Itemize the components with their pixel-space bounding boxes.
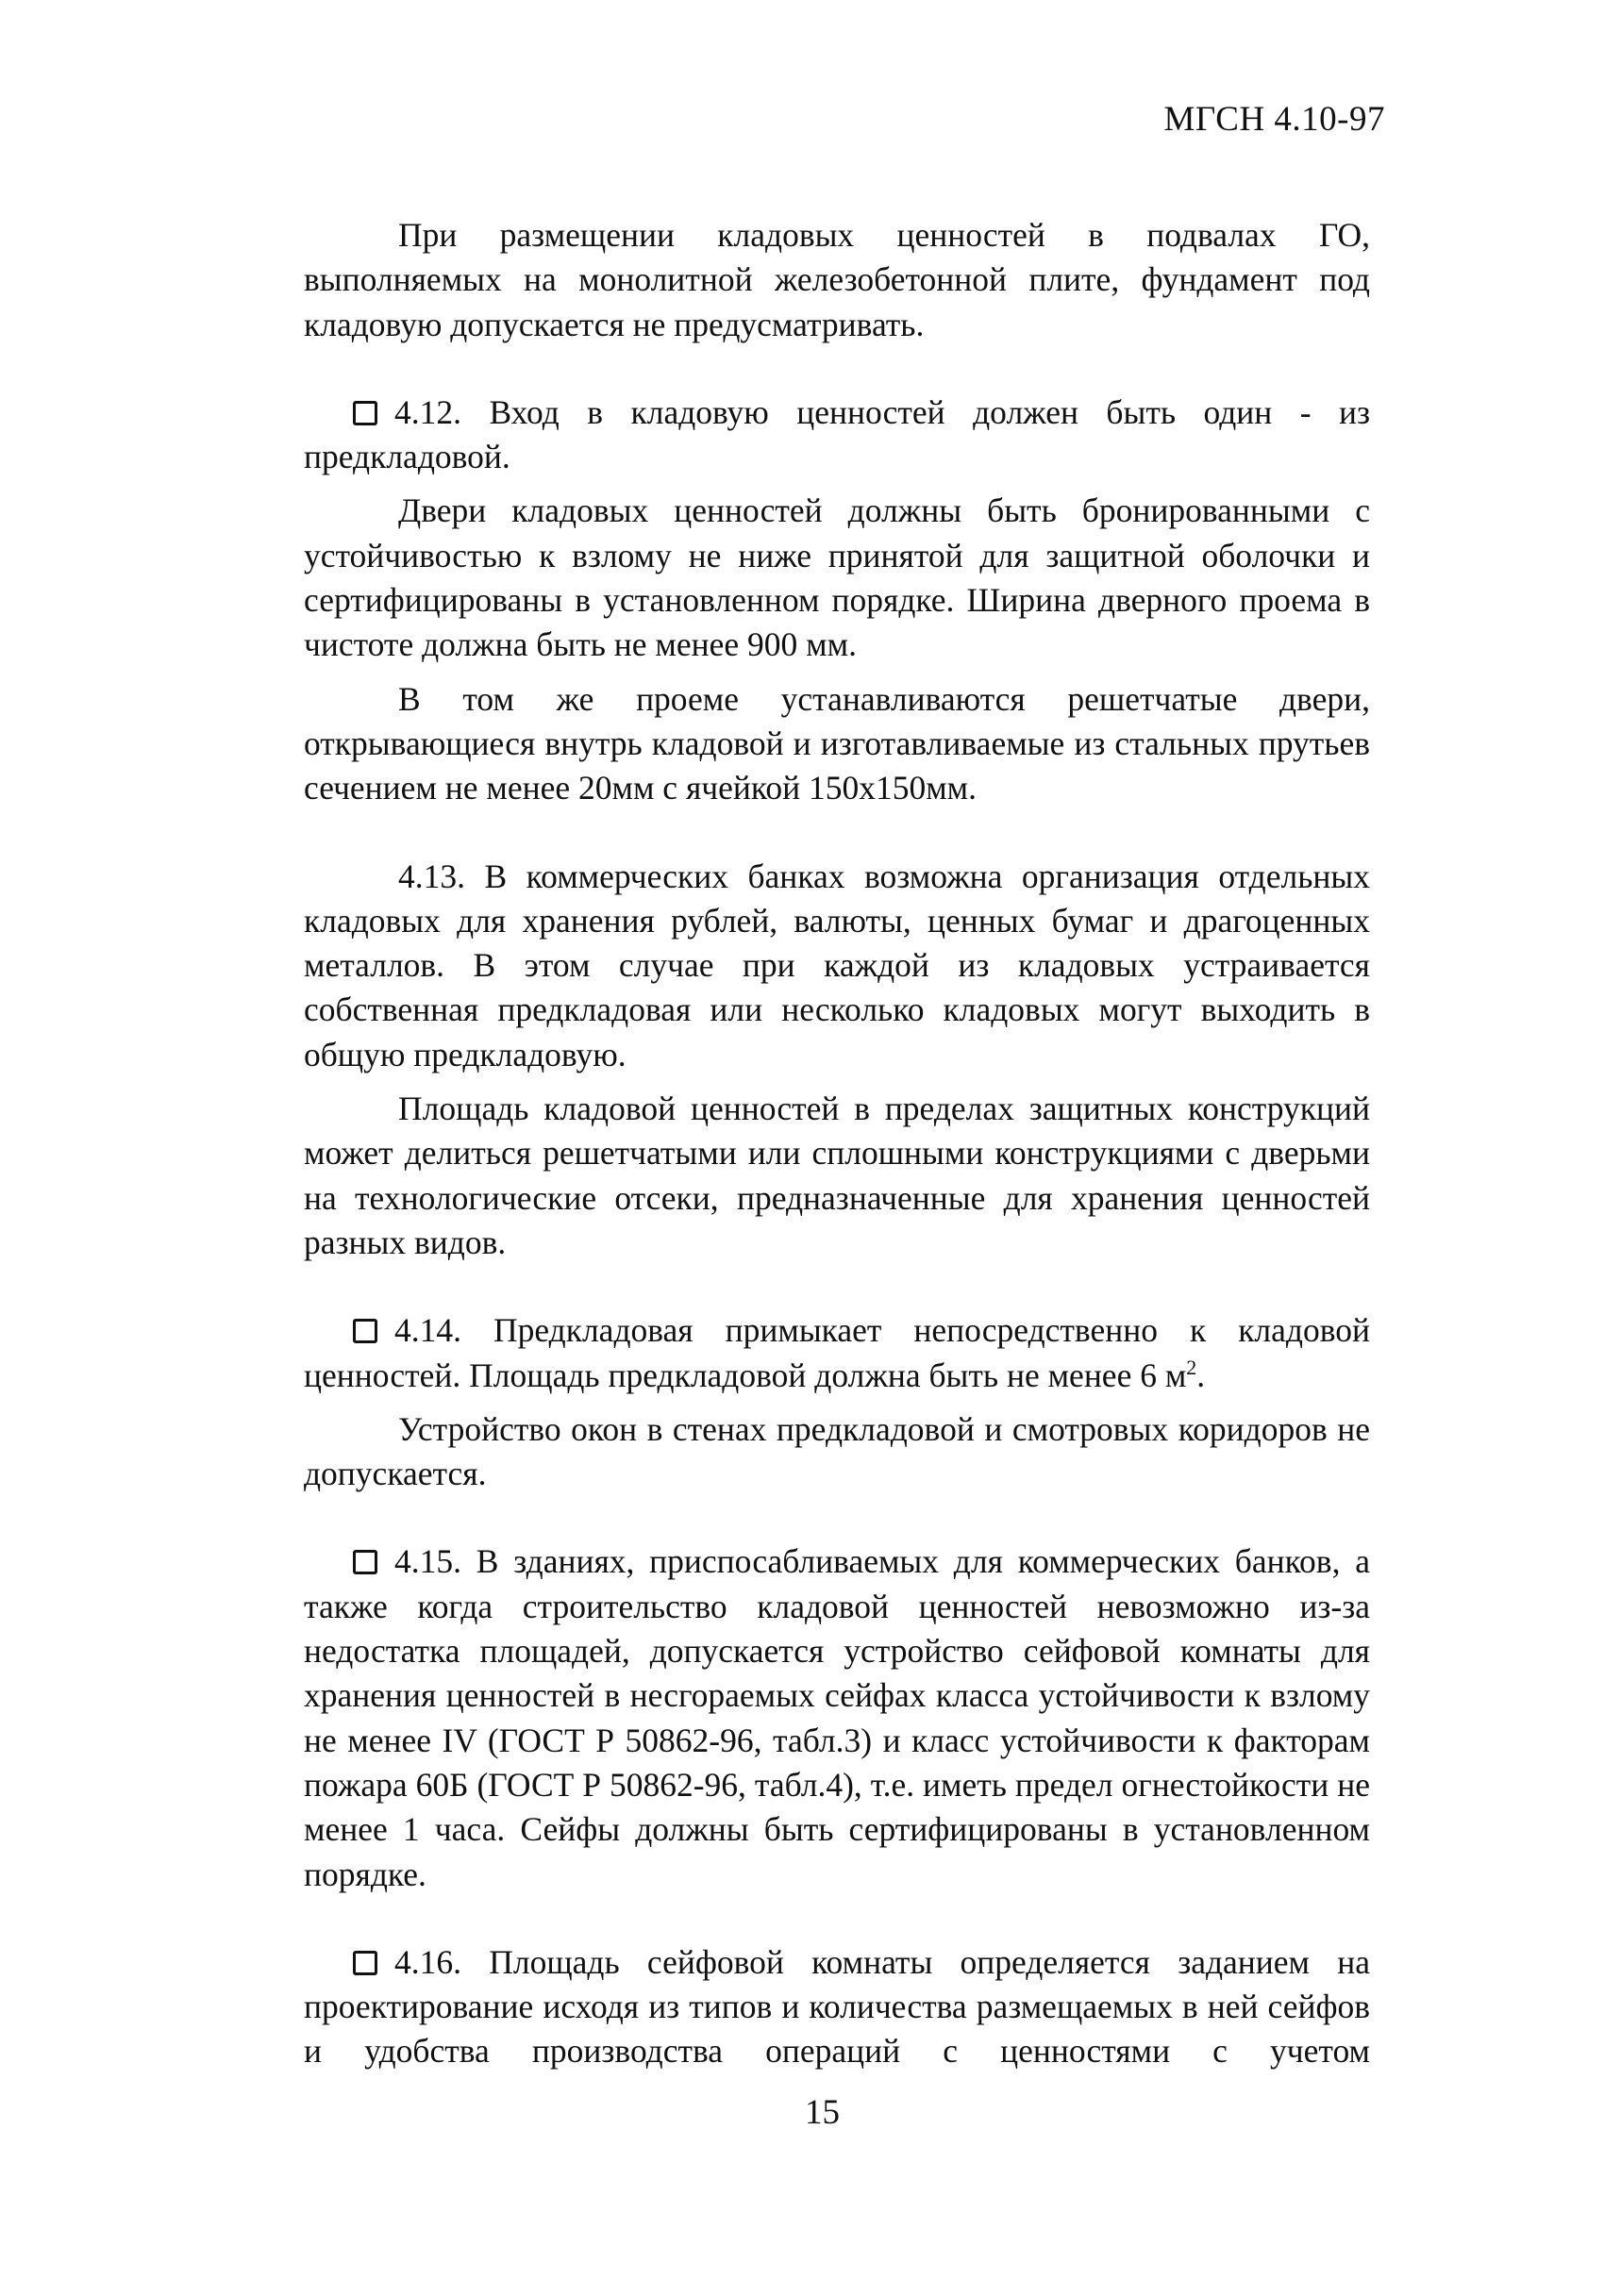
paragraph-4-14-period: . xyxy=(1196,1356,1206,1394)
paragraph-4-14-text: 4.14. Предкладовая примыкает непосредственно к кладовой ценностей. Площадь предкладовой должна быть не менее 6 м xyxy=(304,1311,1370,1394)
checkbox-marker-icon xyxy=(353,1550,377,1574)
paragraph-4-16 xyxy=(304,1940,1370,2074)
paragraph-4-15-text: 4.15. В зданиях, приспосабливаемых для коммерческих банков, а также когда строительство кладовой ценностей невозможно из-за недостатка площадей, допускается устройство сейфовой комнаты для хранения ценностей в несгораемых сейфах класса устойчивости к взлому не менее IV (ГОСТ Р 50862-96, табл.3) и класс устойчивости к факторам пожара 60Б (ГОСТ Р 50862-96, табл.4), т.е. иметь предел огнестойкости не менее 1 часа. Сейфы должны быть сертифицированы в установленном порядке. xyxy=(304,1542,1370,1893)
paragraph-4-12-text: 4.12. Вход в кладовую ценностей должен быть один - из предкладовой. xyxy=(304,392,1370,476)
paragraph-basement-foundation: При размещении кладовых ценностей в подвалах ГО, выполняемых на монолитной железобетонной плите, фундамент под кладовую допускается не предусматривать. xyxy=(304,216,1370,343)
paragraph-4-12 xyxy=(304,391,1370,480)
paragraph-4-13-area: Площадь кладовой ценностей в пределах защитных конструкций может делиться решетчатыми или сплошными конструкциями с дверьми на технологические отсеки, предназначенные для хранения ценностей разных видов. xyxy=(304,1090,1370,1261)
page-number: 15 xyxy=(805,2093,840,2132)
checkbox-marker-icon xyxy=(353,401,377,425)
paragraph-4-14-windows: Устройство окон в стенах предкладовой и смотровых коридоров не допускается. xyxy=(304,1409,1370,1493)
checkbox-marker-icon xyxy=(353,1319,377,1343)
paragraph-4-12-grille-doors: В том же проеме устанавливаются решетчатые двери, открывающиеся внутрь кладовой и изготавливаемые из стальных прутьев сечением не менее 20мм с ячейкой 150х150мм. xyxy=(304,679,1370,807)
document-code-header: МГСН 4.10-97 xyxy=(1163,100,1385,139)
checkbox-marker-icon xyxy=(353,1951,377,1975)
paragraph-4-16-text: 4.16. Площадь сейфовой комнаты определяется заданием на проектирование исходя из типов и количества размещаемых в ней сейфов и удобства производства операций с ценностями с учетом xyxy=(304,1942,1370,2071)
paragraph-4-12-doors: Двери кладовых ценностей должны быть бронированными с устойчивостью к взлому не ниже принятой для защитной оболочки и сертифицированы в установленном порядке. Ширина дверного проема в чистоте должна быть не менее 900 мм. xyxy=(304,491,1370,664)
document-body xyxy=(304,213,1370,2074)
paragraph-4-13: 4.13. В коммерческих банках возможна организация отдельных кладовых для хранения рублей, валюты, ценных бумаг и драгоценных металлов. В этом случае при каждой из кладовых устраивается собственная предкладовая или несколько кладовых могут выходить в общую предкладовую. xyxy=(304,857,1370,1073)
superscript-square: 2 xyxy=(1186,1355,1197,1379)
paragraph-4-15 xyxy=(304,1539,1370,1896)
paragraph-4-14 xyxy=(304,1308,1370,1398)
